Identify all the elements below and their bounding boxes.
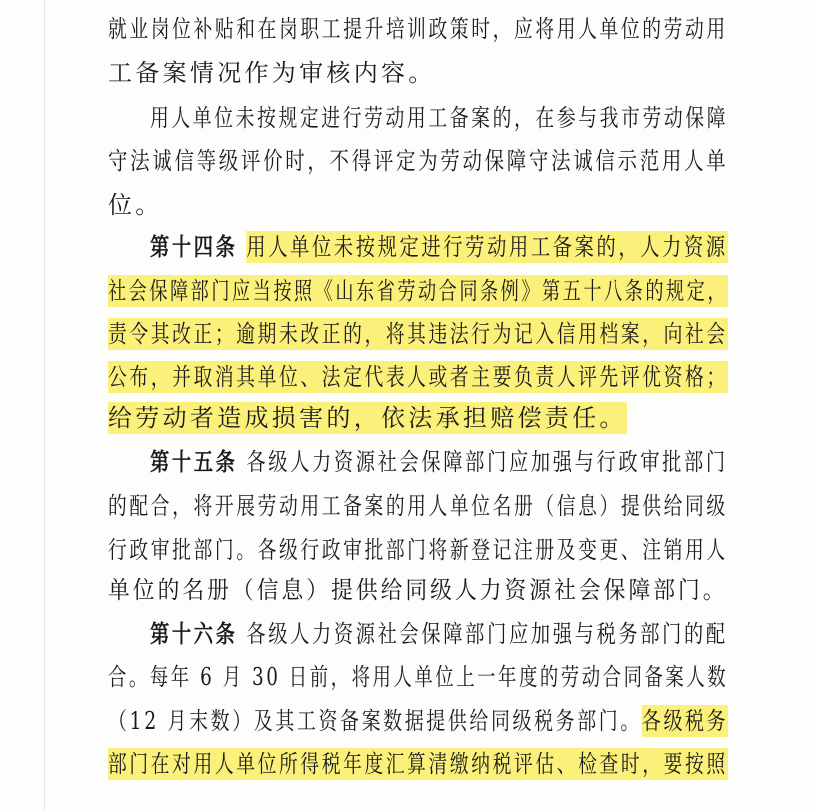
article-heading: 第十四条	[150, 232, 238, 261]
highlighted-text: 给劳动者造成损害的，依法承担赔偿责任。	[108, 404, 627, 432]
line-text: 合。每年 6 月 30 日前，将用人单位上一年度的劳动合同备案人数	[108, 663, 729, 691]
highlighted-text: 用人单位未按规定进行劳动用工备案的，人力资源	[246, 233, 728, 261]
text-line	[108, 491, 728, 521]
article-16-line	[150, 619, 728, 649]
line-text: 守法诚信等级评价时，不得评定为劳动保障守法诚信示范用人单	[108, 147, 729, 175]
line-text: （12 月末数）及其工资备案数据提供给同级税务部门。	[108, 707, 642, 735]
text-line	[150, 103, 728, 133]
text-line	[108, 319, 728, 349]
article-15-line	[150, 447, 728, 477]
text-line	[108, 58, 436, 88]
text-line	[108, 362, 728, 392]
text-line	[108, 535, 728, 565]
article-heading: 第十六条	[150, 619, 238, 648]
line-text: 工备案情况作为审核内容。	[108, 59, 436, 87]
line-text: 就业岗位补贴和在岗职工提升培训政策时，应将用人单位的劳动用	[108, 15, 728, 43]
text-line	[108, 403, 627, 433]
article-heading: 第十五条	[150, 447, 238, 476]
page-edge	[44, 0, 45, 811]
text-line	[108, 749, 728, 779]
highlighted-text: 部门在对用人单位所得税年度汇算清缴纳税评估、检查时，要按照	[108, 750, 728, 778]
text-line	[108, 14, 728, 44]
text-line	[108, 276, 728, 306]
highlighted-text: 公布，并取消其单位、法定代表人或者主要负责人评先评优资格；	[108, 363, 728, 391]
text-line	[108, 706, 728, 736]
article-14-line	[150, 232, 728, 262]
text-line	[108, 575, 728, 605]
highlighted-text: 各级税务	[641, 707, 729, 735]
line-text: 各级人力资源社会保障部门应加强与行政审批部门	[246, 448, 728, 476]
text-line	[108, 190, 163, 220]
line-text: 位。	[108, 191, 163, 219]
highlighted-text: 责令其改正；逾期未改正的，将其违法行为记入信用档案，向社会	[108, 320, 728, 348]
line-text: 的配合，将开展劳动用工备案的用人单位名册（信息）提供给同级	[108, 492, 728, 520]
text-line	[108, 662, 728, 692]
highlighted-text: 社会保障部门应当按照《山东省劳动合同条例》第五十八条的规定，	[108, 277, 728, 305]
line-text: 行政审批部门。各级行政审批部门将新登记注册及变更、注销用人	[108, 536, 728, 564]
line-text: 用人单位未按规定进行劳动用工备案的，在参与我市劳动保障	[150, 104, 729, 132]
line-text: 各级人力资源社会保障部门应加强与税务部门的配	[246, 620, 728, 648]
line-text: 单位的名册（信息）提供给同级人力资源社会保障部门。	[108, 576, 728, 604]
text-line	[108, 146, 728, 176]
